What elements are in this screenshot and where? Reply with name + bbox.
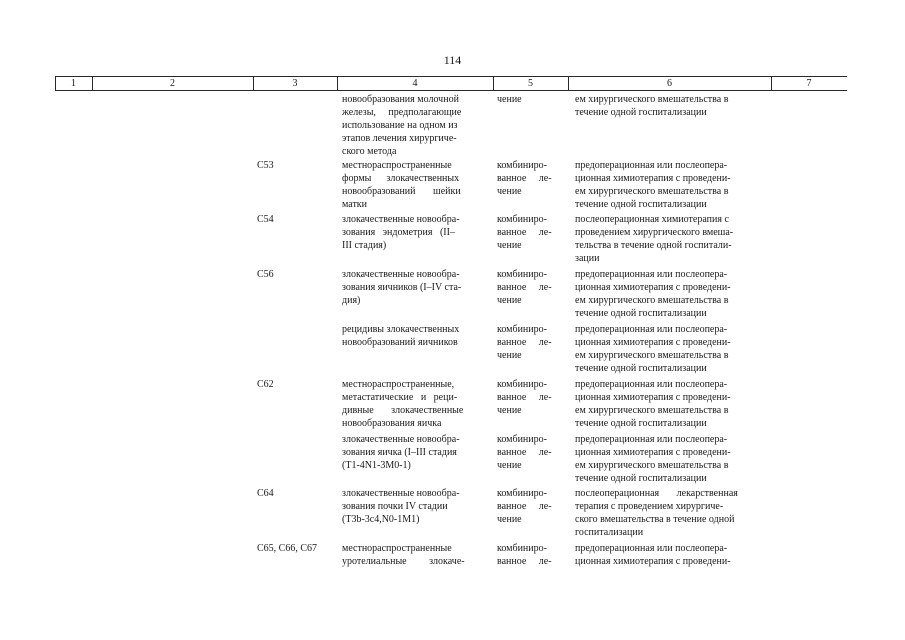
treatment-method-cell: предоперационная или послеопера- ционная химиотерапия с проведени- ем хирургического вмешательства в течение одной госпитализации bbox=[575, 434, 731, 484]
header-bottom-border bbox=[55, 90, 847, 91]
column-number: 3 bbox=[292, 78, 298, 89]
treatment-method-cell: предоперационная или послеопера- ционная химиотерапия с проведени- ем хирургического вмешательства в течение одной госпитализации bbox=[575, 269, 731, 319]
column-number: 1 bbox=[71, 78, 76, 89]
page-number: 114 bbox=[443, 53, 462, 67]
column-number: 4 bbox=[412, 78, 418, 89]
diagnosis-cell: рецидивы злокачественных новообразований яичников bbox=[342, 324, 460, 348]
treatment-type-cell: чение bbox=[497, 94, 522, 105]
icd-code-cell: C53 bbox=[257, 160, 274, 171]
column-number: 5 bbox=[528, 78, 533, 89]
diagnosis-cell: злокачественные новообра- зования почки IV стадии (T3b-3c4,N0-1M1) bbox=[342, 488, 460, 525]
treatment-type-cell: комбиниро- ванное ле- чение bbox=[497, 214, 552, 251]
treatment-method-cell: предоперационная или послеопера- ционная химиотерапия с проведени- ем хирургического вмешательства в течение одной госпитализации bbox=[575, 324, 731, 374]
treatment-type-cell: комбиниро- ванное ле- чение bbox=[497, 160, 552, 197]
diagnosis-cell: злокачественные новообра- зования яичка (I–III стадия (T1-4N1-3M0-1) bbox=[342, 434, 460, 471]
treatment-method-cell: предоперационная или послеопера- ционная химиотерапия с проведени- ем хирургического вмешательства в течение одной госпитализации bbox=[575, 379, 731, 429]
treatment-type-cell: комбиниро- ванное ле- чение bbox=[497, 379, 552, 416]
treatment-method-cell: ем хирургического вмешательства в течение одной госпитализации bbox=[575, 94, 729, 118]
treatment-method-cell: послеоперационная химиотерапия с проведением хирургического вмеша- тельства в течение одной госпитали- зации bbox=[575, 214, 734, 264]
treatment-type-cell: комбиниро- ванное ле- чение bbox=[497, 324, 552, 361]
diagnosis-cell: местнораспространенные уротелиальные злокаче- bbox=[342, 543, 465, 567]
treatment-type-cell: комбиниро- ванное ле- чение bbox=[497, 488, 552, 525]
table-top-border bbox=[55, 76, 847, 77]
icd-code-cell: C62 bbox=[257, 379, 274, 390]
diagnosis-cell: злокачественные новообра- зования эндометрия (II– III стадия) bbox=[342, 214, 460, 251]
diagnosis-cell: местнораспространенные формы злокачественных новообразований шейки матки bbox=[342, 160, 461, 210]
icd-code-cell: C54 bbox=[257, 214, 274, 225]
column-number: 2 bbox=[170, 78, 175, 89]
treatment-type-cell: комбиниро- ванное ле- чение bbox=[497, 269, 552, 306]
treatment-type-cell: комбиниро- ванное ле- чение bbox=[497, 434, 552, 471]
diagnosis-cell: новообразования молочной железы, предполагающие использование на одном из этапов лечения хирургиче- ского метода bbox=[342, 94, 462, 157]
treatment-type-cell: комбиниро- ванное ле- bbox=[497, 543, 552, 567]
column-number: 6 bbox=[667, 78, 672, 89]
column-number: 7 bbox=[806, 78, 812, 89]
treatment-method-cell: предоперационная или послеопера- ционная химиотерапия с проведени- bbox=[575, 543, 731, 567]
icd-code-cell: C65, C66, C67 bbox=[257, 543, 318, 554]
treatment-method-cell: предоперационная или послеопера- ционная химиотерапия с проведени- ем хирургического вмешательства в течение одной госпитализации bbox=[575, 160, 731, 210]
icd-code-cell: C64 bbox=[257, 488, 274, 499]
icd-code-cell: C56 bbox=[257, 269, 274, 280]
treatment-method-cell: послеоперационная лекарственная терапия с проведением хирургиче- ского вмешательства в течение одной госпитализации bbox=[575, 488, 738, 538]
diagnosis-cell: местнораспространенные, метастатические и реци- дивные злокачественные новообразования яичка bbox=[342, 379, 464, 429]
diagnosis-cell: злокачественные новообра- зования яичников (I–IV ста- дия) bbox=[342, 269, 462, 306]
